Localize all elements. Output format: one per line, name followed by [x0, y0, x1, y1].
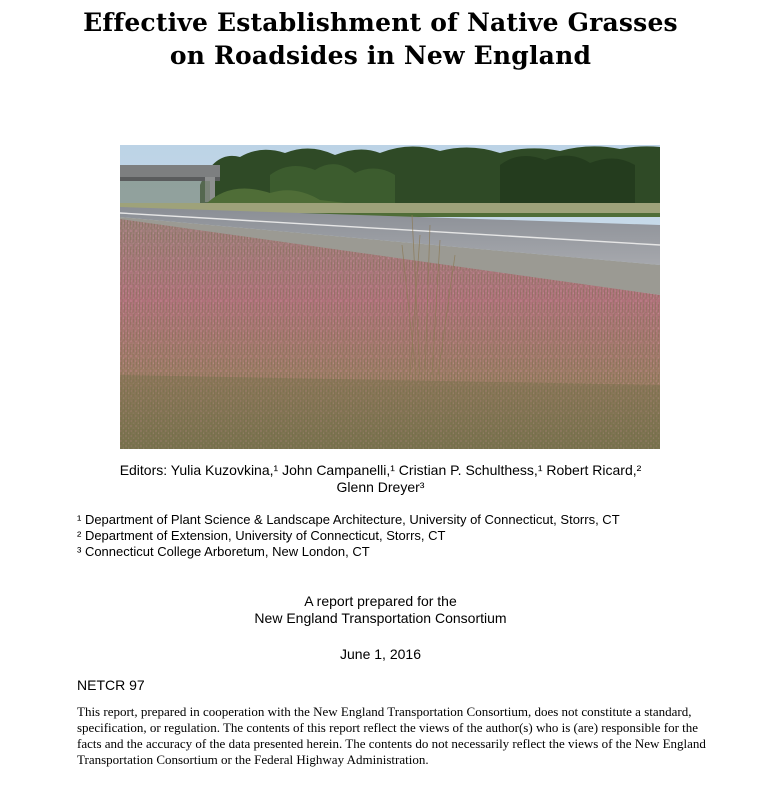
photo-illustration: [120, 145, 660, 449]
title-line-1: Effective Establishment of Native Grasses: [83, 8, 678, 37]
report-date: June 1, 2016: [340, 646, 421, 662]
title-line-2: on Roadsides in New England: [169, 41, 592, 70]
disclaimer-paragraph: This report, prepared in cooperation with the New England Transportation Consortium, does not constitute a standard, specification, or regulation. The contents of this report reflect the views of the author(s) who is (are) responsible for the facts and the accuracy of the data presented herein. The contents do not necessarily reflect the views of the New England Transportation Consortium or the Federal Highway Administration.: [77, 704, 706, 767]
report-prepared-for: [0, 593, 761, 627]
affiliations-list: [77, 512, 737, 560]
report-line-1: A report prepared for the: [304, 593, 457, 609]
document-title: [0, 6, 761, 72]
editors-line-1: Editors: Yulia Kuzovkina,¹ John Campanelli,¹ Cristian P. Schulthess,¹ Robert Ricard,²: [119, 462, 642, 478]
report-line-2: New England Transportation Consortium: [254, 610, 507, 626]
affiliation-3: ³ Connecticut College Arboretum, New London, CT: [77, 544, 370, 559]
editors-line-2: Glenn Dreyer³: [336, 479, 425, 495]
report-number: NETCR 97: [77, 677, 145, 693]
roadside-grass-photo: [120, 145, 660, 449]
affiliation-2: ² Department of Extension, University of Connecticut, Storrs, CT: [77, 528, 446, 543]
affiliation-1: ¹ Department of Plant Science & Landscape Architecture, University of Connecticut, Storrs, CT: [77, 512, 620, 527]
editors-block: [0, 462, 761, 496]
